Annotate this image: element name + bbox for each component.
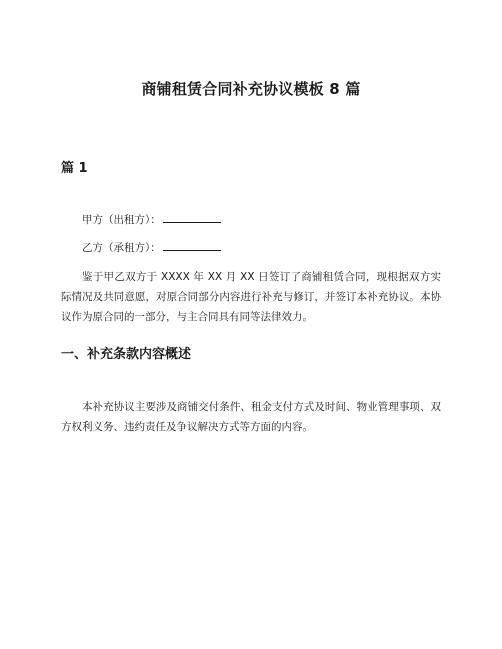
party-a-line [61, 210, 441, 230]
party-a-blank [163, 211, 221, 223]
preamble-paragraph: 鉴于甲乙双方于 XXXX 年 XX 月 XX 日签订了商铺租赁合同，现根据双方实际情况及共同意愿，对原合同部分内容进行补充与修订，并签订本补充协议。本协议作为原合同的一部分，与主合同具有同等法律效力。 [61, 271, 441, 323]
party-b-blank [163, 239, 221, 251]
party-b-line [61, 238, 441, 258]
clause-summary-paragraph: 本补充协议主要涉及商铺交付条件、租金支付方式及时间、物业管理事项、双方权利义务、违约责任及争议解决方式等方面的内容。 [61, 401, 441, 433]
section-heading-pian-1: 篇 1 [61, 161, 88, 176]
party-b-label: 乙方（承租方）： [82, 242, 161, 254]
document-title: 商铺租赁合同补充协议模板 8 篇 [141, 80, 361, 98]
clause-heading-1: 一、补充条款内容概述 [61, 347, 192, 362]
party-a-label: 甲方（出租方）： [82, 214, 161, 226]
